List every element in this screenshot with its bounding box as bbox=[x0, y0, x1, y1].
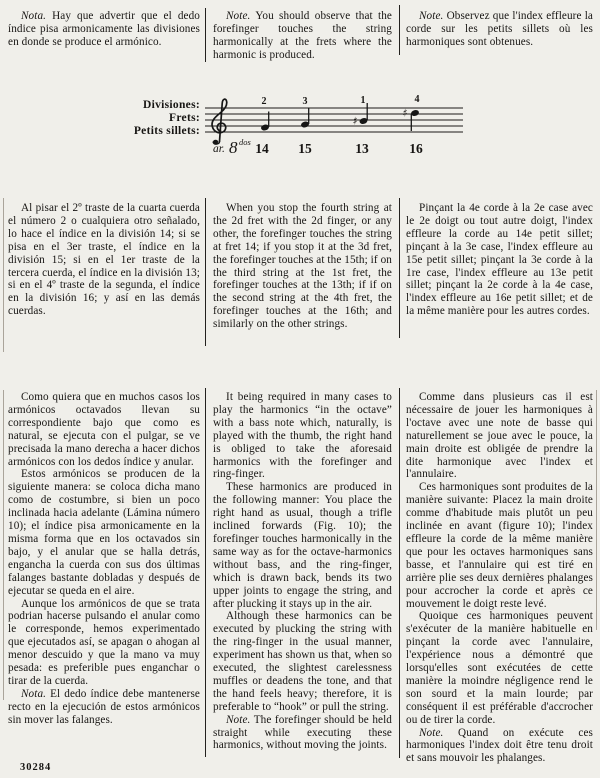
paragraph: Aunque los armónicos de que se trata podrian hacerse pulsando el anular como le corresponde, hemos experimentado que ejecutados así, se apagan o ahogan al menor descuido y que la mano va muy pesada: es preferible pues enganchar o tirar de la cuerda. bbox=[8, 597, 200, 687]
middle-paragraph-french bbox=[406, 202, 593, 318]
top-note-french bbox=[406, 10, 593, 49]
margin-line bbox=[3, 390, 4, 700]
margin-line bbox=[596, 390, 597, 630]
note-lead: Note. bbox=[226, 713, 251, 726]
fret-number: 15 bbox=[298, 141, 312, 156]
note-paragraph bbox=[213, 10, 392, 62]
annotation-octave-symbol: 8 bbox=[229, 138, 238, 157]
note-paragraph bbox=[213, 714, 392, 753]
paragraph: It being required in many cases to play the harmonics “in the octave” with a bass note which, naturally, is played with the thumb, the right hand is obliged to take the aforesaid harmonics with the forefinger and ring-finger. bbox=[213, 391, 392, 481]
bottom-column-spanish bbox=[8, 391, 200, 727]
bottom-column-english bbox=[213, 391, 392, 752]
column-rule bbox=[399, 5, 400, 55]
top-note-spanish bbox=[8, 10, 200, 49]
annotation-superscript: dos bbox=[239, 137, 251, 147]
paragraph: These harmonics are produced in the following manner: You place the right hand as usual, though a trifle inclined forwards (Fig. 10); the forefinger touches harmonically in the same way as for the octave-harmonics without bass, and the ring-finger, which is drawn back, bends its two upper joints to engage the string, and after plucking it stays up in the air. bbox=[213, 481, 392, 610]
fret-number: 13 bbox=[355, 141, 369, 156]
middle-paragraph-spanish bbox=[8, 202, 200, 318]
note-text: The forefinger should be held straight while executing these harmonics, without moving the joints. bbox=[213, 713, 392, 752]
fret-number: 14 bbox=[255, 141, 269, 156]
paragraph: Pinçant la 4e corde à la 2e case avec le 2e doigt ou tout autre doigt, l'index effleure la corde au 14e petit sillet; pinçant à la 3e case, l'index effleure au 15e petit sillet; pinçant la 3e corde à la 1re case, l'index effleure au 13e petit sillet; pinçant la 2e corde à la 4e case, l'index effleure au 16e petit sillet; et de la même manière pour les autres cordes. bbox=[406, 202, 593, 318]
sharp-icon: ♯ bbox=[352, 115, 358, 128]
column-rule bbox=[205, 8, 206, 62]
finger-number: 4 bbox=[414, 94, 420, 105]
finger-number: 2 bbox=[261, 96, 267, 107]
note-paragraph bbox=[8, 10, 200, 49]
paragraph: Comme dans plusieurs cas il est nécessaire de jouer les harmoniques à l'octave avec une note de basse qui naturellement se joue avec le pouce, la main droite est obligée de prendre la dite harmonique avec l'index et l'annulaire. bbox=[406, 391, 593, 481]
note-lead: Note. bbox=[419, 10, 444, 22]
paragraph: Quoique ces harmoniques peuvent s'exécuter de la manière habituelle en pinçant la corde avec l'annulaire, l'expérience nous a démontré que lorsqu'elles sont exécutées de cette manière la moindre négligence rend le son sourd et la main lourde; par conséquent il est préférable d'accrocher ou de tirer la corde. bbox=[406, 610, 593, 726]
note-text: Hay que advertir que el dedo índice pisa armonicamente las divisiones en donde se produce el armónico. bbox=[8, 10, 200, 48]
staff-lines bbox=[205, 108, 463, 132]
finger-number: 3 bbox=[302, 96, 308, 107]
note-lead: Note. bbox=[226, 10, 251, 22]
paragraph: Ces harmoniques sont produites de la manière suivante: Placez la main droite comme d'habitude mais plutôt un peu inclinée en avant (figure 10); l'index effleure la corde de la même manière que pour les octaves harmoniques sans basse, et l'annulaire qui est tiré en arrière plie ses deux dernières phalanges pour accrocher la corde et après ce mouvement le doigt reste levé. bbox=[406, 481, 593, 610]
annotation-prefix: ar. bbox=[213, 143, 225, 155]
note-paragraph bbox=[406, 10, 593, 49]
paragraph: When you stop the fourth string at the 2d fret with the 2d finger, or any other, the forefinger touches the string at fret 14; if you stop it at the 3d fret, the forefinger touches at the 15th; if on the third string at the 1st fret, the forefinger touches at the 13th; if if on the second string at the 4th fret, the forefinger touches at the 16th; and similarly on the other strings. bbox=[213, 202, 393, 331]
note-text: Quand on exécute ces harmoniques l'index doit être tenu droit et sans mouvoir les phalanges. bbox=[406, 726, 593, 765]
margin-line bbox=[3, 198, 4, 352]
paragraph: Como quiera que en muchos casos los armónicos octavados llevan su correspondiente bajo que como es natural, se ejecuta con el pulgar, se ve precisada la mano derecha a hacer dichos armónicos con los dedos índice y anular. bbox=[8, 391, 200, 468]
column-rule bbox=[205, 388, 206, 757]
paragraph: Estos armónicos se producen de la siguiente manera: se coloca dicha mano como de costumbre, si bien un poco inclinada hacia adelante (Lámina número 10); el índice pisa armonicamente en la misma forma que en los octavados sin bajo, y el anular que se halla detrás, engancha la cuerda con sus dos últimas falanges bastante dobladas y después de ejecutar se queda en el aire. bbox=[8, 468, 200, 597]
treble-clef-icon bbox=[212, 99, 227, 144]
music-staff bbox=[0, 92, 600, 170]
column-rule bbox=[205, 198, 206, 346]
note-text: El dedo índice debe mantenerse recto en la ejecución de estos armónicos sin mover las falanges. bbox=[8, 687, 200, 726]
column-rule bbox=[399, 198, 400, 338]
plate-number: 30284 bbox=[20, 762, 52, 773]
label-petits-sillets: Petits sillets: bbox=[133, 125, 200, 138]
note-paragraph bbox=[8, 688, 200, 727]
note-group bbox=[402, 94, 423, 156]
middle-paragraph-english bbox=[213, 202, 392, 331]
label-frets: Frets: bbox=[169, 112, 200, 125]
finger-number: 1 bbox=[360, 95, 366, 106]
sharp-icon: ♯ bbox=[402, 107, 408, 120]
note-lead: Note. bbox=[419, 726, 444, 739]
note-lead: Nota. bbox=[21, 687, 47, 700]
fret-number: 16 bbox=[409, 141, 423, 156]
bottom-column-french bbox=[406, 391, 593, 765]
top-note-english bbox=[213, 10, 392, 62]
paragraph: Although these harmonics can be executed by plucking the string with the ring-finger in the usual manner, experiment has shown us that, when so executed, the slightest carelessness muffles or deadens the tone, and that the hand feels heavy; therefore, it is preferable to “hook” or pull the string. bbox=[213, 610, 392, 713]
note-paragraph bbox=[406, 727, 593, 766]
note-text: You should observe that the forefinger touches the string harmonically at the frets where the harmonic is produced. bbox=[213, 10, 392, 61]
note-text: Observez que l'index effleure la corde sur les petits sillets où les harmoniques sont obtenues. bbox=[406, 10, 593, 48]
paragraph: Al pisar el 2º traste de la cuarta cuerda el número 2 o cualquiera otro señalado, lo hace el índice en la división 14; si se pisa en el 3er traste, el índice en la división 15; si en el 1er traste de la tercera cuerda, el índice en la división 13; si en el 4º traste de la segunda, el índice en la división 16; y así en las demás cuerdas. bbox=[8, 202, 200, 318]
column-rule bbox=[399, 388, 400, 758]
note-lead: Nota. bbox=[21, 10, 47, 22]
label-divisiones: Divisiones: bbox=[143, 99, 200, 111]
